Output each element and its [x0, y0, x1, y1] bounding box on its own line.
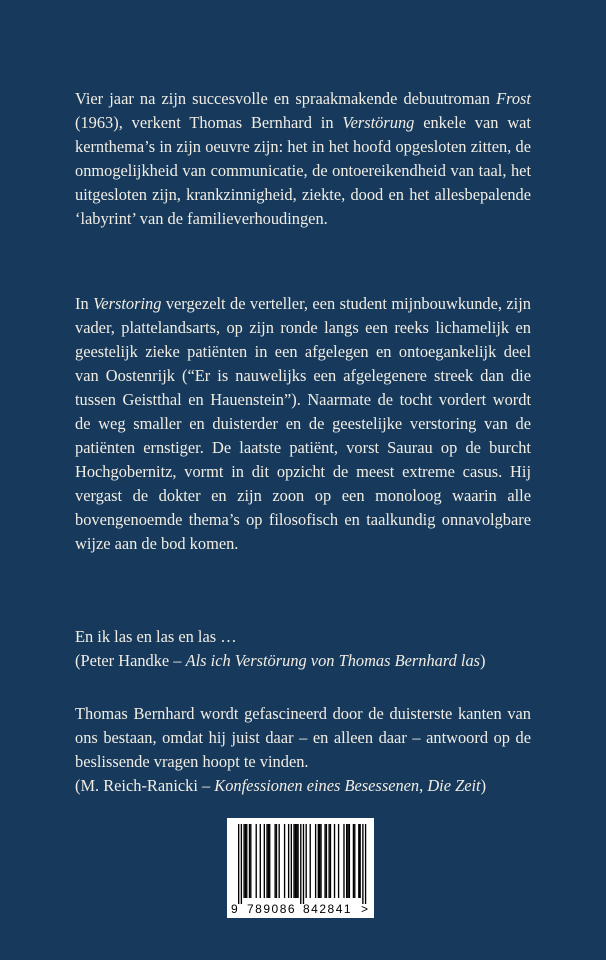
barcode-bar	[243, 824, 244, 898]
quote-attribution	[75, 774, 531, 798]
barcode-bar	[274, 824, 275, 898]
barcode-bar	[326, 824, 327, 898]
barcode-bar	[346, 824, 347, 898]
barcode-bar	[246, 824, 247, 898]
barcode-bar	[330, 824, 331, 898]
attribution-separator: ,	[419, 776, 428, 795]
isbn-lead-digit: 9	[231, 902, 238, 916]
barcode-bar	[264, 824, 265, 898]
blurb-text: In	[75, 294, 94, 313]
book-title-verstorung: Verstörung	[342, 113, 415, 132]
barcode-bar	[365, 824, 366, 904]
barcode-bar	[338, 824, 339, 898]
barcode-bar	[245, 824, 246, 898]
barcode-bar	[241, 824, 242, 904]
barcode-bar	[362, 824, 363, 904]
barcode-bar	[295, 824, 296, 898]
barcode-bar	[343, 824, 344, 898]
blurb-text: enkele van wat kernthema’s in zijn oeuvre zijn: het in het hoofd opgesloten zitten, de onmogelijkheid van communicatie, de ontoereikendheid van taal, het uitgesloten zijn, krankzinnigheid, ziekte, dood en het allesbepalende ‘labyrint’ van de familieverhoudingen.	[75, 113, 531, 228]
barcode-bar	[315, 824, 316, 898]
quote-text: Thomas Bernhard wordt gefascineerd door de duisterste kanten van ons bestaan, omdat hij juist daar – en alleen daar – antwoord op de beslissende vragen hoopt te vinden.	[75, 704, 531, 771]
barcode-bar	[276, 824, 277, 898]
book-title-verstoring: Verstoring	[93, 294, 162, 313]
barcode-bar	[349, 824, 350, 898]
barcode-bar	[347, 824, 348, 898]
isbn-right-digits: 842841	[303, 902, 353, 916]
barcode-bar	[291, 824, 292, 898]
barcode-bar	[249, 824, 250, 898]
blurb-text: vergezelt de verteller, een student mijnbouwkunde, zijn vader, plattelandsarts, op zijn ronde langs een reeks lichamelijk en geestelijk zieke patiënten in een afgelegen en ontoegankelijk deel van Oostenrijk (“Er is nauwelijks een afgelegenere streek dan die tussen Geistthal en Hauenstein”). Naarmate de tocht vordert wordt de weg smaller en duisterder en de geestelijke verstoring van de patiënten ernstiger. De laatste patiënt, vorst Saurau op de burcht Hochgobernitz, vormt in dit opzicht de meest extreme casus. Hij vergast de dokter en zijn zoon op een monoloog waarin alle bovengenoemde thema’s op filosofisch en taalkundig onnavolgbare wijze aan de bod komen.	[75, 294, 531, 553]
quote-text: En ik las en las en las …	[75, 627, 237, 646]
isbn-left-digits: 789086	[247, 902, 297, 916]
quote-handke	[75, 625, 531, 673]
barcode-bar	[269, 824, 270, 898]
attribution-source: Die Zeit	[427, 776, 481, 795]
barcode-bar	[296, 824, 297, 898]
barcode-bar	[288, 824, 289, 898]
barcode-bar	[268, 824, 269, 898]
barcode-bar	[250, 824, 251, 898]
barcode-bar	[328, 824, 329, 898]
barcode-bar	[293, 824, 294, 898]
attribution-title: Konfessionen eines Besessenen	[214, 776, 420, 795]
attribution-author: (Peter Handke –	[75, 651, 186, 670]
barcode-bar	[319, 824, 320, 898]
isbn-trail-mark: >	[361, 902, 369, 916]
barcode-bar	[358, 824, 359, 898]
isbn-barcode	[227, 818, 374, 918]
blurb-text: (1963), verkent Thomas Bernhard in	[75, 113, 343, 132]
barcode-bar	[354, 824, 355, 898]
barcode-bar	[310, 824, 311, 898]
barcode-bar	[318, 824, 319, 898]
barcode-graphic	[227, 818, 374, 918]
barcode-bar	[266, 824, 267, 898]
barcode-bar	[260, 824, 261, 898]
blurb-paragraph-1	[75, 87, 531, 231]
barcode-bar	[353, 824, 354, 898]
book-title-frost: Frost	[496, 89, 531, 108]
barcode-bar	[300, 824, 301, 904]
attribution-close: )	[480, 776, 487, 795]
barcode-bar	[334, 824, 335, 898]
barcode-bar	[256, 824, 257, 898]
barcode-bar	[238, 824, 239, 904]
attribution-author: (M. Reich-Ranicki –	[75, 776, 215, 795]
blurb-paragraph-2	[75, 292, 531, 556]
quote-reich-ranicki	[75, 702, 531, 798]
barcode-bar	[284, 824, 285, 898]
barcode-bar	[324, 824, 325, 898]
quote-attribution	[75, 649, 531, 673]
barcode-bar	[279, 824, 280, 898]
barcode-bar	[306, 824, 307, 898]
barcode-bar	[303, 824, 304, 904]
attribution-title: Als ich Verstörung von Thomas Bernhard las	[185, 651, 481, 670]
blurb-text: Vier jaar na zijn succesvolle en spraakmakende debuutroman	[75, 89, 497, 108]
barcode-bar	[297, 824, 298, 898]
attribution-close: )	[480, 651, 486, 670]
barcode-bar	[320, 824, 321, 898]
barcode-bar	[360, 824, 361, 898]
